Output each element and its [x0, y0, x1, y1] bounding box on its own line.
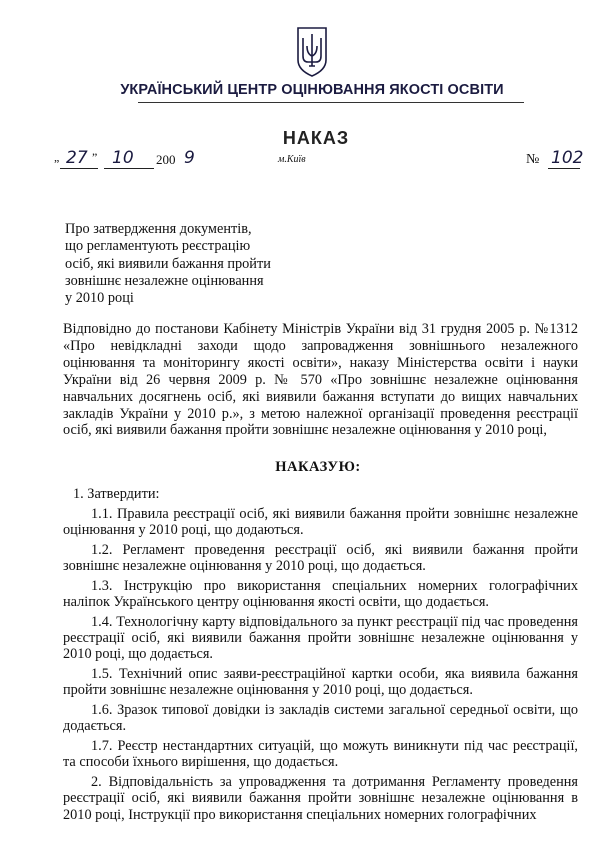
date-month-underline	[104, 168, 154, 169]
order-item: 1.4. Технологічну карту відповідального за пункт реєстрації під час проведення реєстрації осіб, які виявили бажання пройти зовнішнє незалежне оцінювання у 2010 році, що додається.	[63, 613, 578, 663]
date-year-digit: 9	[184, 148, 195, 168]
trident-emblem-icon	[295, 26, 329, 78]
date-month: 10	[112, 148, 134, 168]
order-item: 2. Відповідальність за упровадження та дотримання Регламенту проведення реєстрації осіб, які виявили бажання пройти зовнішнє незалежне оцінювання в 2010 році, Інструкції про використання спеціальних номерних голографічних	[63, 774, 578, 823]
document-subject: Про затвердження документів, що регламентують реєстрацію осіб, які виявили бажання пройти зовнішнє незалежне оцінювання у 2010 році	[65, 221, 271, 307]
order-item: 1. Затвердити:	[73, 486, 160, 502]
order-items	[63, 486, 578, 826]
number-underline	[548, 168, 580, 169]
preamble	[63, 321, 578, 439]
order-item: 1.2. Регламент проведення реєстрації осіб, які виявили бажання пройти зовнішнє незалежне оцінювання у 2010 році, що додається.	[63, 541, 578, 574]
date-year-prefix: 200	[156, 152, 176, 167]
order-word: НАКАЗУЮ:	[275, 459, 361, 475]
header-divider	[138, 102, 524, 103]
order-item: 1.3. Інструкцію про використання спеціальних номерних голографічних наліпок Українського центру оцінювання якості освіти, що додається.	[63, 577, 578, 610]
order-item: 1.6. Зразок типової довідки із закладів системи загальної середньої освіти, що додається.	[63, 702, 578, 735]
document-number: 102	[551, 148, 584, 168]
date-day: 27	[66, 148, 88, 168]
document-title: НАКАЗ	[282, 128, 350, 148]
order-item: 1.7. Реєстр нестандартних ситуацій, що можуть виникнути під час реєстрації, та способи їхнього вирішення, що додається.	[63, 738, 578, 771]
date-close-quote: ”	[92, 150, 98, 164]
preamble-text: Відповідно до постанови Кабінету Міністрів України від 31 грудня 2005 р. №1312 «Про невідкладні заходи щодо запровадження зовнішнього незалежного оцінювання та моніторингу якості освіти», наказу Міністерства освіти і науки України від 26 червня 2009 р. № 570 «Про зовнішнє незалежне оцінювання навчальних досягнень осіб, які виявили бажання вступати до вищих навчальних закладів України у 2010 р.», з метою належної організації проведення реєстрації осіб, які виявили бажання пройти зовнішнє незалежне оцінювання у 2010 році,	[63, 321, 578, 439]
order-item: 1.1. Правила реєстрації осіб, які виявили бажання пройти зовнішнє незалежне оцінювання у 2010 році, що додаються.	[63, 505, 578, 538]
date-open-quote: „	[54, 150, 60, 164]
organization-name: УКРАЇНСЬКИЙ ЦЕНТР ОЦІНЮВАННЯ ЯКОСТІ ОСВІТИ	[120, 82, 504, 98]
date-day-underline	[60, 168, 98, 169]
number-label: №	[526, 152, 540, 167]
city: м.Київ	[278, 154, 306, 165]
order-item: 1.5. Технічний опис заяви-реєстраційної картки особи, яка виявила бажання пройти зовнішнє незалежне оцінювання у 2010 році, що додається.	[63, 666, 578, 699]
